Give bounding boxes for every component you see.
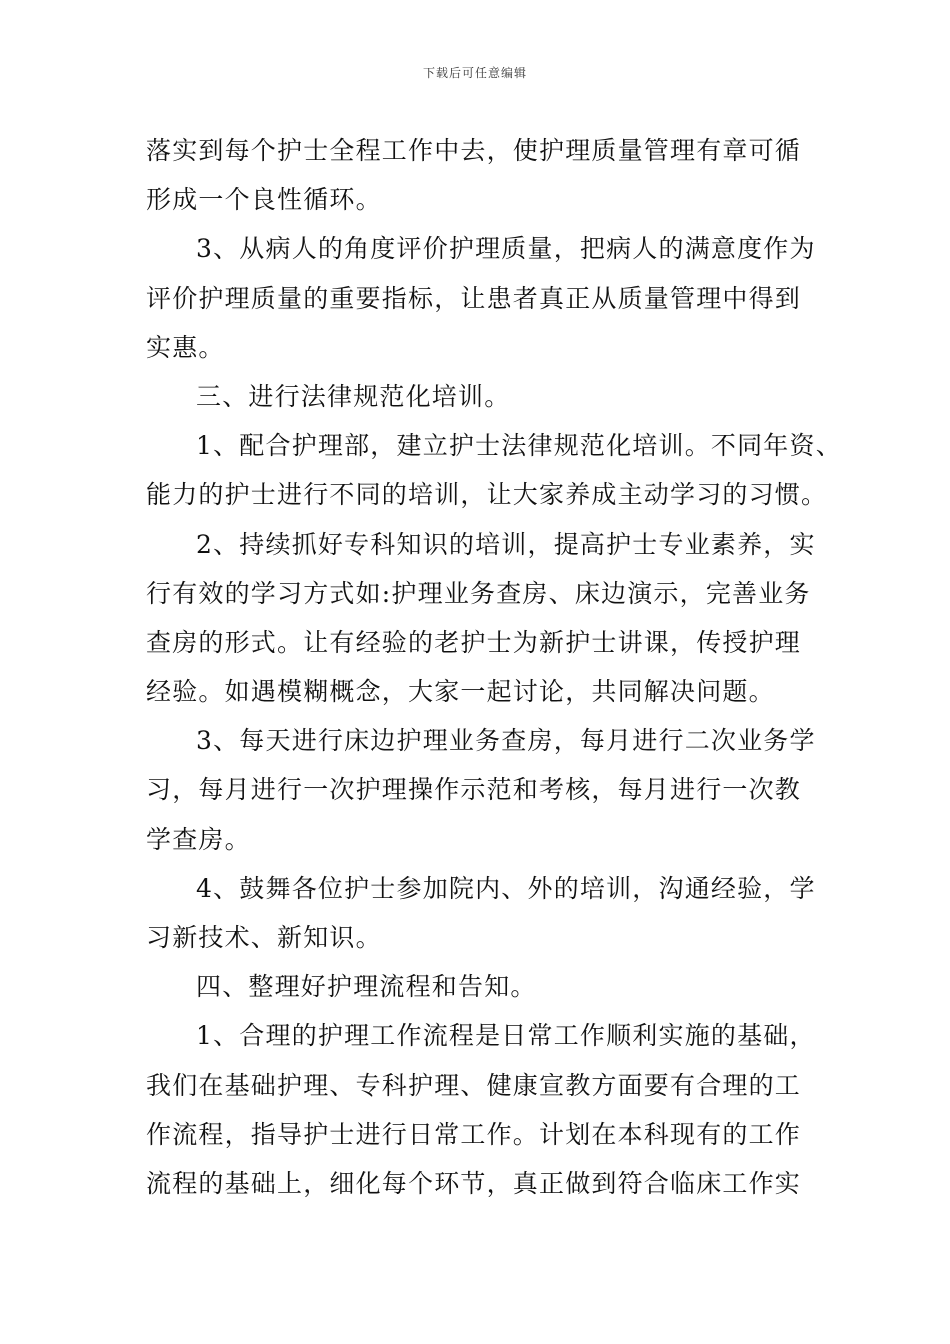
text-line: 评价护理质量的重要指标，让患者真正从质量管理中得到	[146, 283, 802, 313]
text-line: 经验。如遇模糊概念，大家一起讨论，共同解决问题。	[146, 677, 775, 707]
text-line: 1、合理的护理工作流程是日常工作顺利实施的基础，	[196, 1021, 816, 1051]
text-line: 实惠。	[146, 332, 225, 362]
section-heading: 四、整理好护理流程和告知。	[196, 972, 537, 1002]
text-line: 习新技术、新知识。	[146, 923, 382, 952]
text-line: 行有效的学习方式如:护理业务查房、床边演示，完善业务	[146, 578, 811, 608]
text-line: 习，每月进行一次护理操作示范和考核，每月进行一次教	[146, 775, 802, 805]
text-line: 4、鼓舞各位护士参加院内、外的培训，沟通经验，学	[196, 873, 816, 903]
document-body	[146, 126, 842, 1208]
text-line: 3、从病人的角度评价护理质量，把病人的满意度作为	[196, 234, 816, 264]
text-line: 1、配合护理部，建立护士法律规范化培训。不同年资、	[196, 431, 842, 461]
text-line: 我们在基础护理、专科护理、健康宣教方面要有合理的工	[146, 1070, 802, 1100]
text-line: 3、每天进行床边护理业务查房，每月进行二次业务学	[196, 726, 816, 756]
text-line: 作流程，指导护士进行日常工作。计划在本科现有的工作	[146, 1119, 802, 1149]
text-line: 查房的形式。让有经验的老护士为新护士讲课，传授护理	[146, 627, 802, 657]
text-line: 2、持续抓好专科知识的培训，提高护士专业素养，实	[196, 529, 816, 559]
text-line: 能力的护士进行不同的培训，让大家养成主动学习的习惯。	[146, 480, 828, 510]
text-line: 形成一个良性循环。	[146, 185, 382, 215]
text-line: 落实到每个护士全程工作中去，使护理质量管理有章可循	[146, 136, 802, 165]
section-heading: 三、进行法律规范化培训。	[196, 381, 511, 411]
page-header-note: 下载后可任意编辑	[422, 66, 527, 80]
text-line: 流程的基础上，细化每个环节，真正做到符合临床工作实	[146, 1168, 802, 1198]
text-line: 学查房。	[146, 824, 251, 854]
